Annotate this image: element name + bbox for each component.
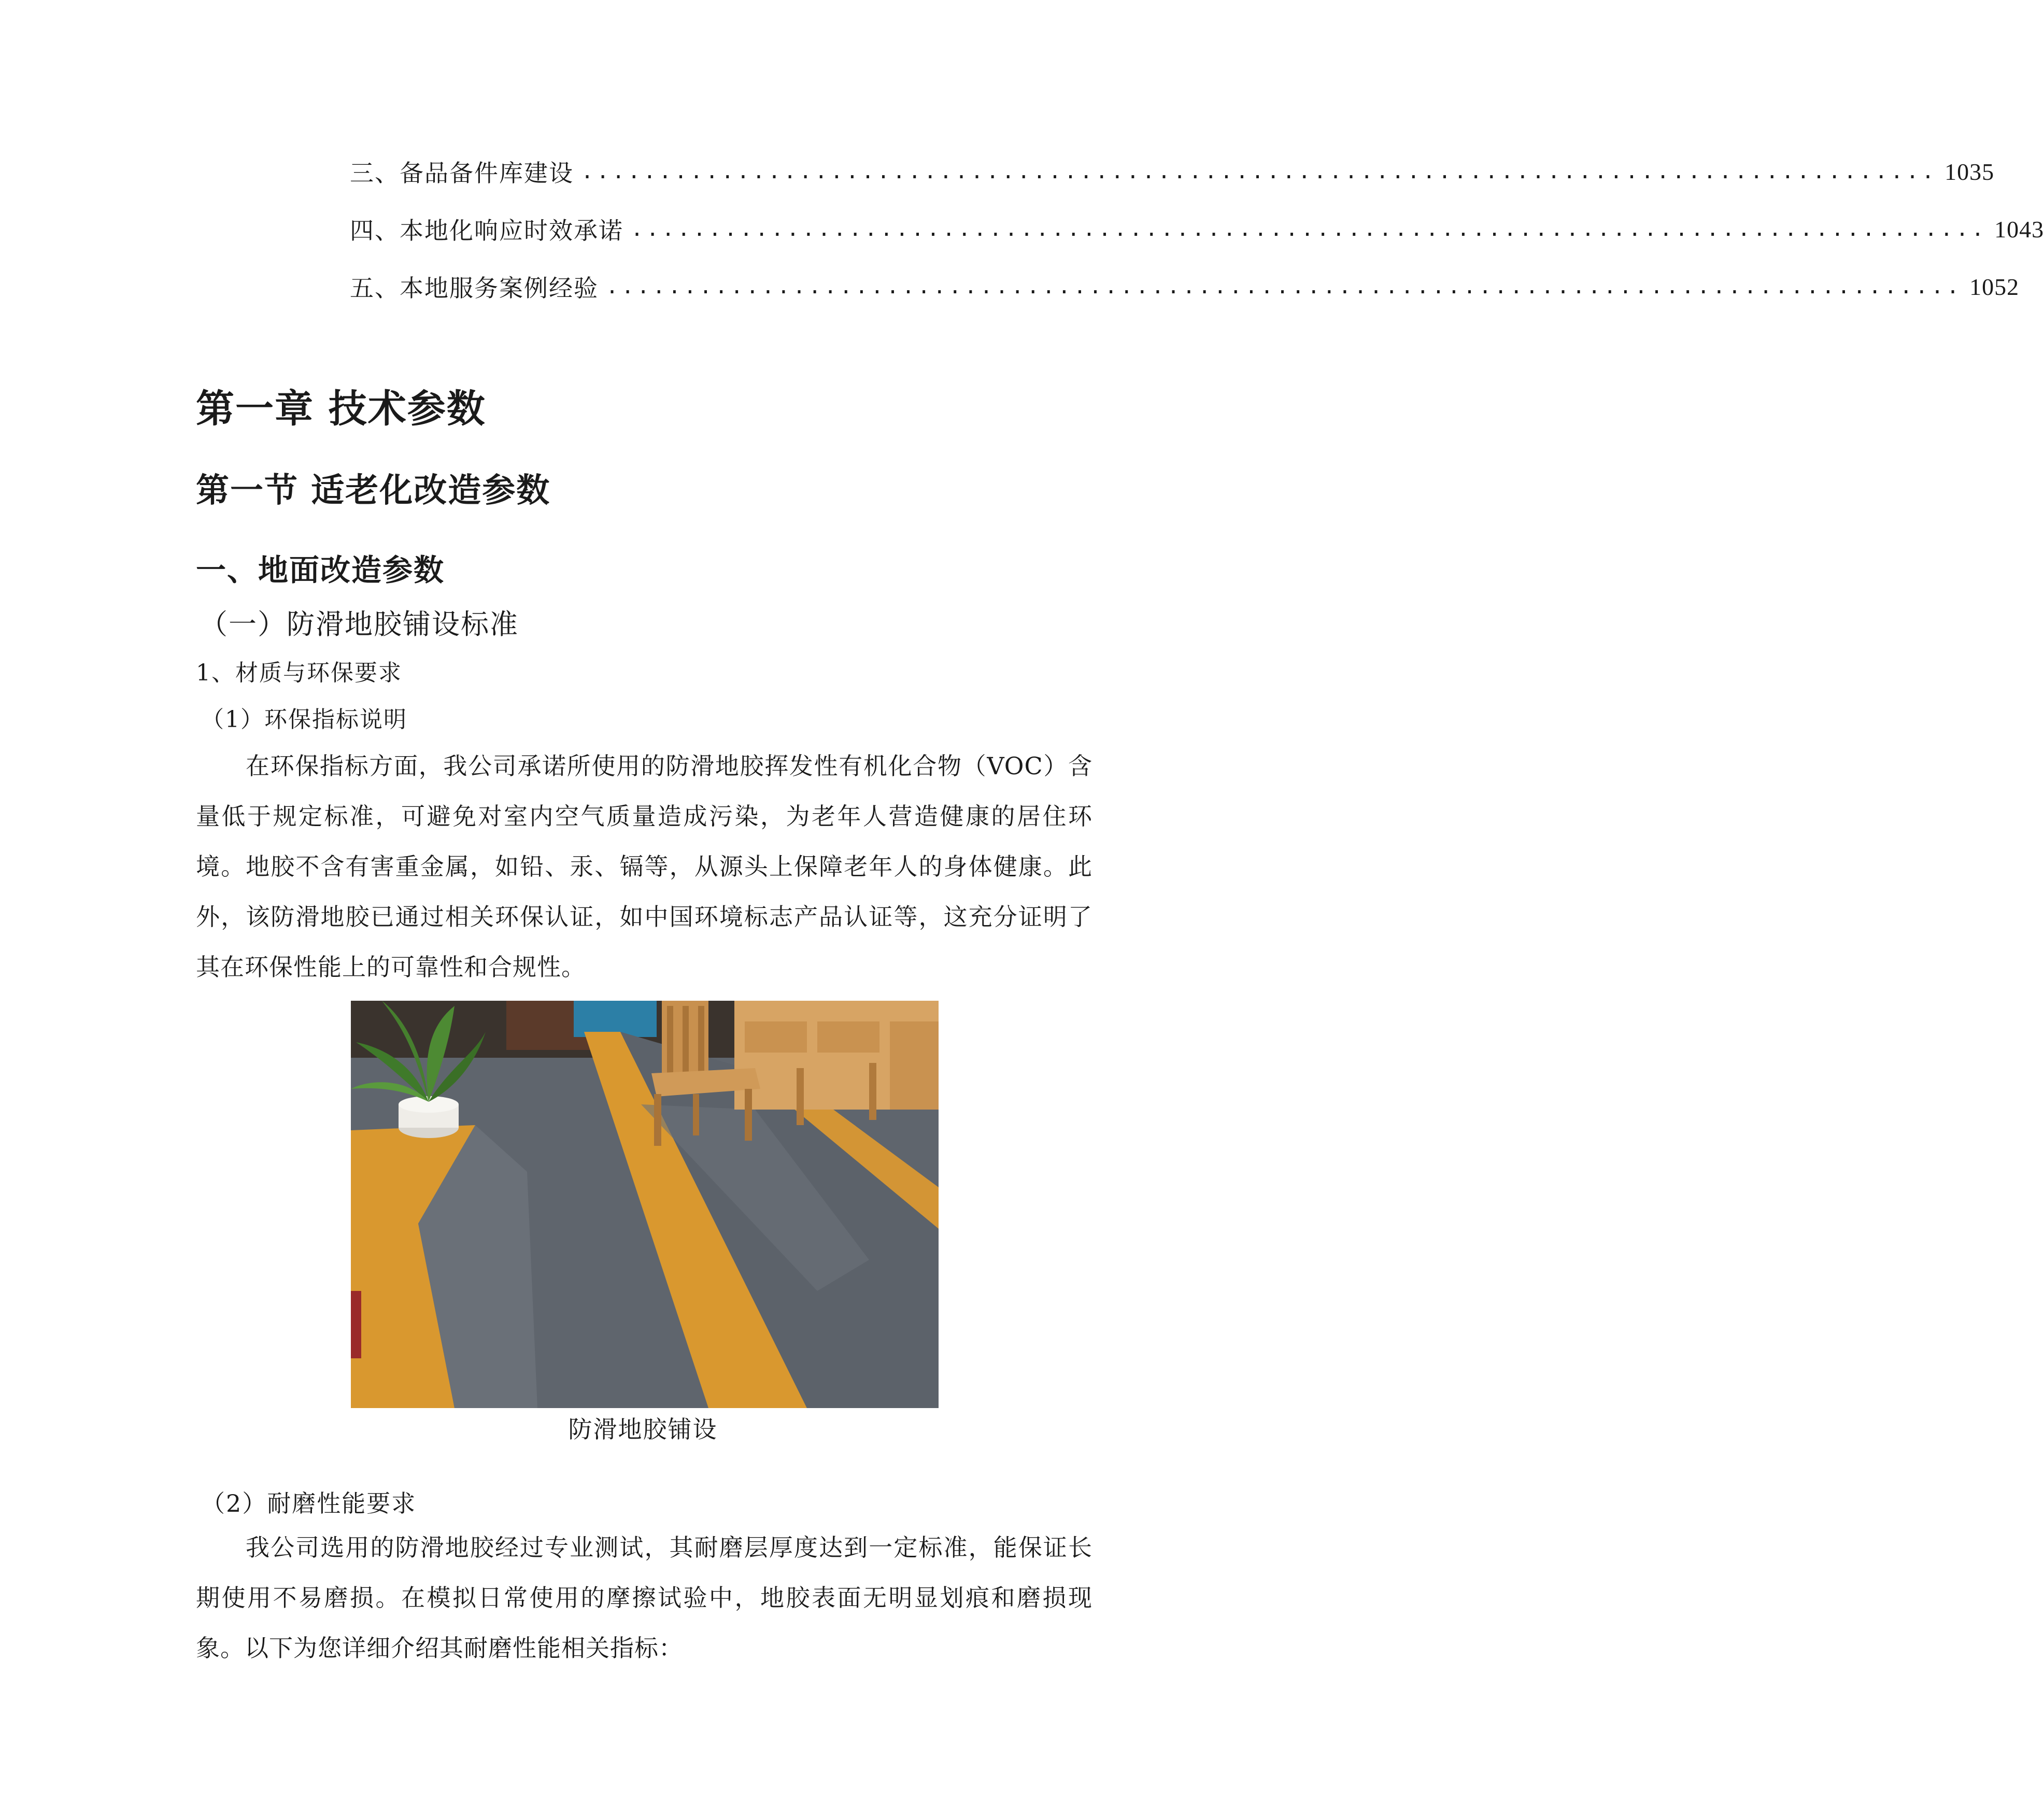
toc-title: 备品备件库建设 bbox=[400, 159, 574, 187]
toc-page-number: 1052 bbox=[1969, 273, 2020, 300]
flooring-photo bbox=[351, 1001, 939, 1408]
toc-number: 四、 bbox=[350, 217, 400, 245]
chapter-title: 第一章 技术参数 bbox=[196, 387, 486, 431]
subsection-title: 一、地面改造参数 bbox=[196, 552, 445, 588]
point-title: （1）环保指标说明 bbox=[201, 706, 407, 733]
toc-number: 三、 bbox=[350, 159, 400, 187]
point-title: （2）耐磨性能要求 bbox=[201, 1489, 417, 1517]
section-title: 第一节 适老化改造参数 bbox=[196, 472, 551, 510]
toc-title: 本地化响应时效承诺 bbox=[400, 217, 623, 245]
toc-row[interactable] bbox=[350, 211, 2044, 247]
image-caption: 防滑地胶铺设 bbox=[568, 1415, 718, 1443]
toc-leader-dots: ....................................................................................... bbox=[606, 275, 1963, 299]
toc-row[interactable] bbox=[350, 153, 1995, 190]
item-title: 1、材质与环保要求 bbox=[196, 660, 402, 686]
toc-leader-dots: ....................................................................................... bbox=[581, 160, 1938, 183]
body-paragraph: 在环保指标方面，我公司承诺所使用的防滑地胶挥发性有机化合物（VOC）含量低于规定标准，可避免对室内空气质量造成污染，为老年人营造健康的居住环境。地胶不含有害重金属，如铅、汞、镉等，从源头上保障老年人的身体健康。此外，该防滑地胶已通过相关环保认证，如中国环境标志产品认证等，这充分证明了其在环保性能上的可靠性和合规性。 bbox=[196, 752, 1092, 981]
toc-page-number: 1043 bbox=[1994, 216, 2044, 243]
body-paragraph: 我公司选用的防滑地胶经过专业测试，其耐磨层厚度达到一定标准，能保证长期使用不易磨损。在模拟日常使用的摩擦试验中，地胶表面无明显划痕和磨损现象。以下为您详细介绍其耐磨性能相关指标： bbox=[196, 1533, 1092, 1662]
toc-title: 本地服务案例经验 bbox=[400, 274, 599, 302]
toc-leader-dots: ....................................................................................... bbox=[631, 217, 1988, 241]
toc-page-number: 1035 bbox=[1944, 158, 1995, 185]
toc-row[interactable] bbox=[350, 268, 2020, 305]
subsubsection-title: （一）防滑地胶铺设标准 bbox=[200, 608, 519, 641]
toc-number: 五、 bbox=[350, 274, 400, 302]
